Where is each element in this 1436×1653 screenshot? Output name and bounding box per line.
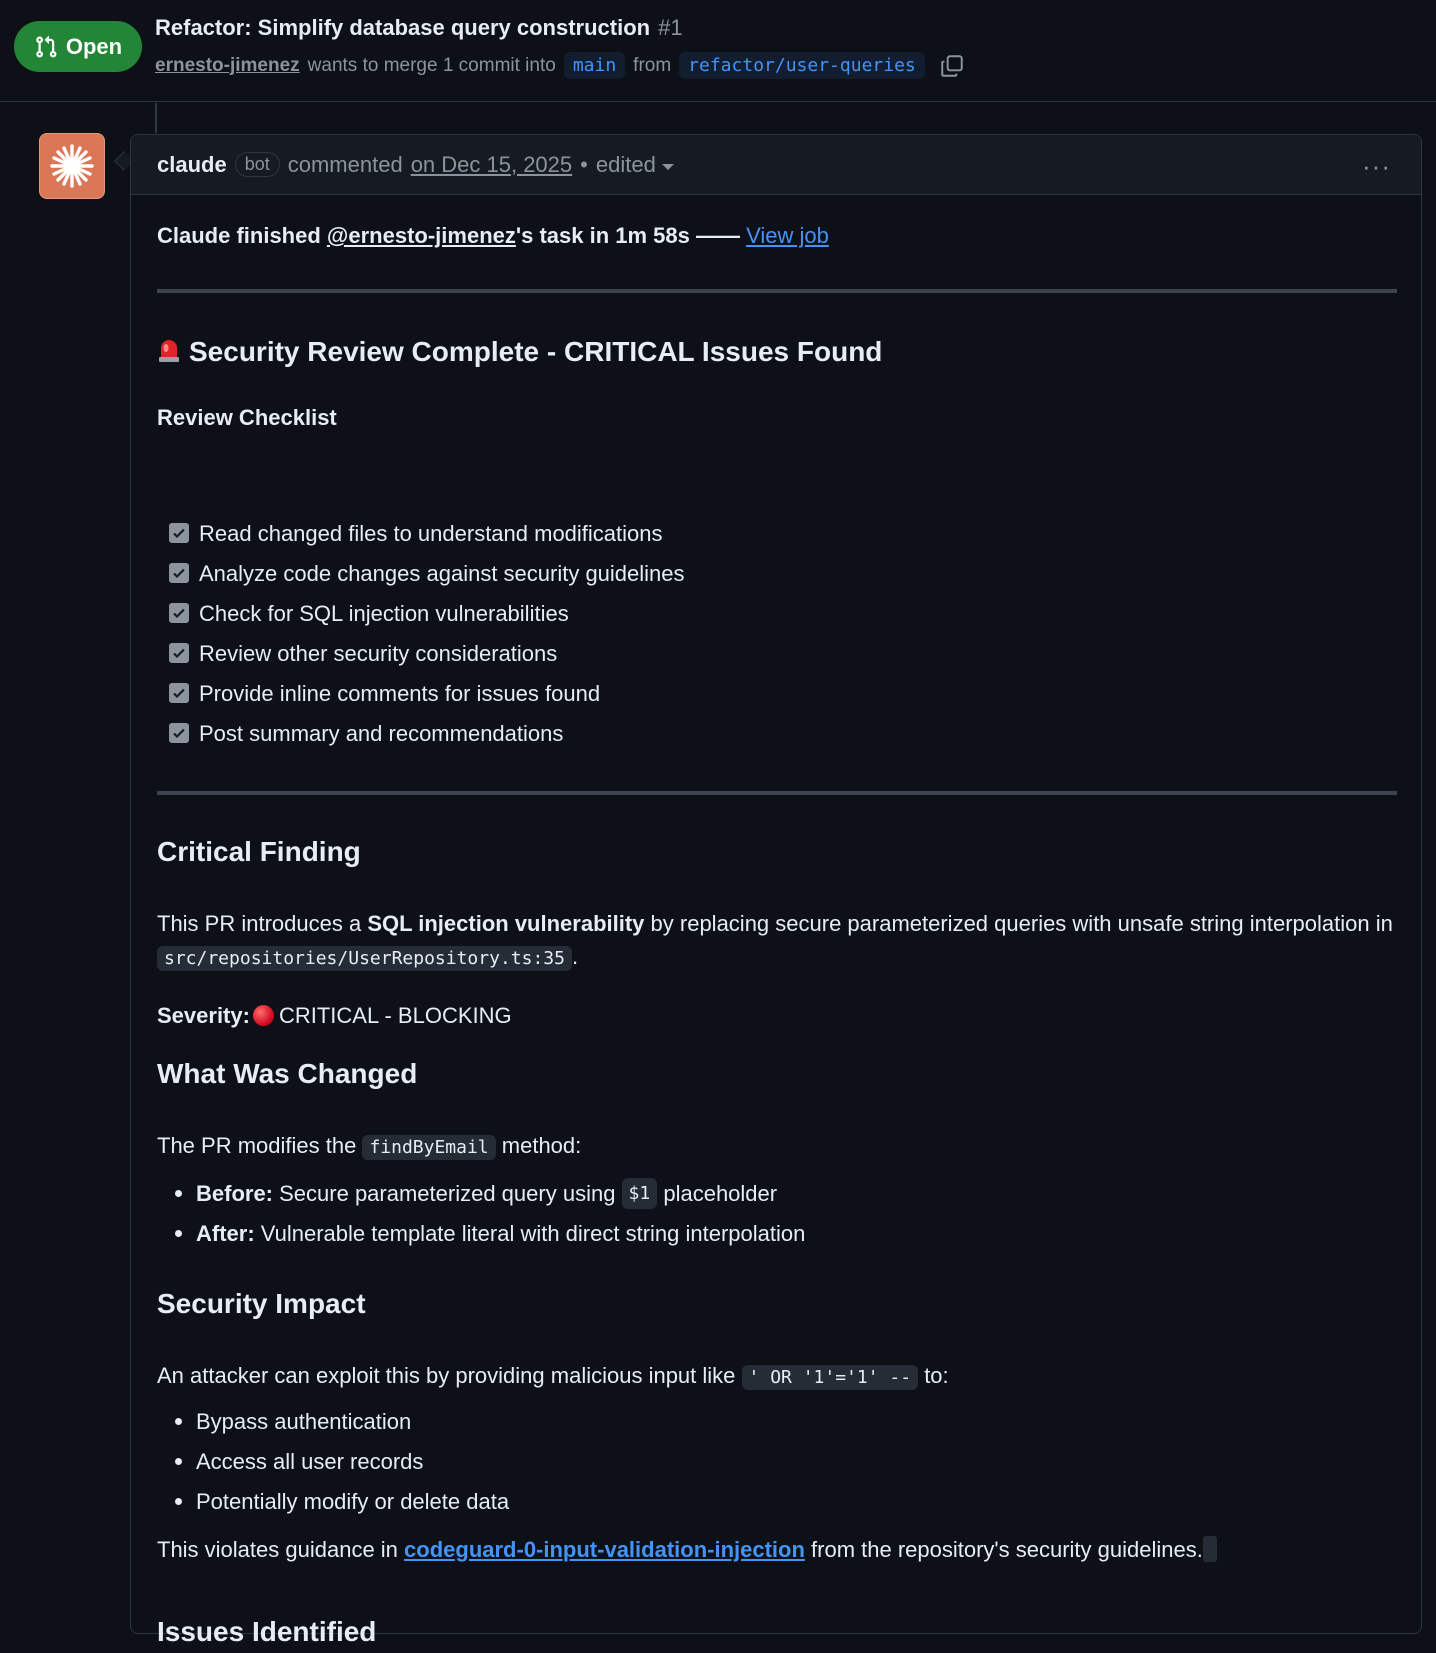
text-span: The PR modifies the bbox=[157, 1133, 363, 1158]
user-mention-link[interactable]: @ernesto-jimenez bbox=[326, 223, 516, 248]
task-status-line bbox=[157, 219, 829, 252]
divider bbox=[157, 791, 1397, 795]
severity-label: Severity: bbox=[157, 1003, 250, 1028]
bold-text: SQL injection vulnerability bbox=[367, 911, 645, 936]
what-changed-paragraph bbox=[157, 1129, 1397, 1164]
security-impact-heading: Security Impact bbox=[157, 1288, 366, 1319]
pr-meta bbox=[155, 52, 965, 79]
text-span: This violates guidance in bbox=[157, 1537, 405, 1562]
task-status-prefix: Claude finished bbox=[157, 223, 327, 248]
pr-number: #1 bbox=[658, 15, 683, 40]
checkbox-checked-icon bbox=[169, 723, 189, 743]
checklist-heading: Review Checklist bbox=[157, 405, 337, 430]
text-span: method: bbox=[495, 1133, 582, 1158]
text-span: This PR introduces a bbox=[157, 911, 368, 936]
checklist-item-label: Check for SQL injection vulnerabilities bbox=[199, 600, 569, 626]
what-changed-heading: What Was Changed bbox=[157, 1058, 418, 1089]
inline-code-method: findByEmail bbox=[362, 1135, 495, 1160]
edited-dropdown[interactable] bbox=[596, 152, 674, 178]
checklist-item-label: Analyze code changes against security guidelines bbox=[199, 560, 685, 586]
checklist-item bbox=[169, 513, 685, 553]
change-list bbox=[169, 1173, 805, 1253]
checklist-item-label: Read changed files to understand modifications bbox=[199, 520, 663, 546]
checklist-item-label: Provide inline comments for issues found bbox=[199, 680, 601, 706]
bold-text: After: bbox=[196, 1220, 255, 1246]
checklist-item bbox=[169, 553, 685, 593]
pr-author-link[interactable]: ernesto-jimenez bbox=[155, 54, 300, 76]
edited-label: edited bbox=[595, 151, 656, 177]
comment-date-link[interactable]: on Dec 15, 2025 bbox=[410, 151, 573, 177]
impact-list bbox=[169, 1401, 509, 1521]
pr-title bbox=[155, 15, 683, 41]
critical-finding-paragraph bbox=[157, 907, 1397, 975]
head-branch[interactable]: refactor/user-queries bbox=[679, 52, 925, 79]
guideline-link[interactable]: codeguard-0-input-validation-injection bbox=[404, 1537, 805, 1562]
git-pull-request-icon bbox=[34, 35, 58, 59]
pr-title-text: Refactor: Simplify database query construction bbox=[155, 15, 651, 40]
claude-starburst-icon bbox=[47, 141, 97, 191]
issues-identified-heading: Issues Identified bbox=[157, 1616, 377, 1647]
severity-line bbox=[157, 999, 1397, 1032]
chevron-down-icon bbox=[662, 164, 674, 170]
list-item bbox=[169, 1173, 805, 1213]
comment-author[interactable]: claude bbox=[157, 151, 227, 177]
checkbox-checked-icon bbox=[169, 603, 189, 623]
task-status-suffix: 's task in 1m 58s —— bbox=[515, 223, 747, 248]
checkbox-checked-icon bbox=[169, 683, 189, 703]
inline-code-placeholder: $1 bbox=[622, 1178, 658, 1209]
review-checklist bbox=[169, 513, 685, 753]
text-span: to: bbox=[918, 1363, 949, 1388]
checklist-item bbox=[169, 633, 685, 673]
pr-state-label: Open bbox=[65, 33, 123, 59]
base-branch[interactable]: main bbox=[564, 52, 625, 79]
list-item: Bypass authentication bbox=[169, 1401, 509, 1441]
text-span: from the repository's security guidelines. bbox=[804, 1537, 1203, 1562]
checkbox-checked-icon bbox=[169, 523, 189, 543]
checklist-item-label: Post summary and recommendations bbox=[199, 720, 564, 746]
list-item bbox=[169, 1213, 805, 1253]
cursor-block bbox=[1203, 1536, 1217, 1562]
security-impact-paragraph bbox=[157, 1359, 1397, 1394]
avatar[interactable] bbox=[39, 133, 105, 199]
bot-badge: bot bbox=[235, 152, 280, 177]
comment-separator: • bbox=[580, 151, 588, 177]
severity-value: CRITICAL - BLOCKING bbox=[278, 1003, 512, 1028]
comment-action: commented bbox=[287, 151, 403, 177]
checkbox-checked-icon bbox=[169, 643, 189, 663]
list-item: Potentially modify or delete data bbox=[169, 1481, 509, 1521]
checklist-item bbox=[169, 593, 685, 633]
comment-header bbox=[131, 135, 1421, 195]
critical-finding-heading: Critical Finding bbox=[157, 836, 361, 867]
pr-merge-text: wants to merge 1 commit into bbox=[307, 54, 556, 76]
checkbox-checked-icon bbox=[169, 563, 189, 583]
kebab-menu-button[interactable]: ··· bbox=[1362, 151, 1391, 181]
checklist-item-label: Review other security considerations bbox=[199, 640, 558, 666]
checklist-item bbox=[169, 673, 685, 713]
guideline-paragraph bbox=[157, 1533, 1397, 1566]
section-heading-main-text: Security Review Complete - CRITICAL Issues Found bbox=[189, 336, 883, 367]
text-span: Vulnerable template literal with direct string interpolation bbox=[254, 1220, 806, 1246]
bold-text: Before: bbox=[196, 1180, 274, 1206]
text-span: placeholder bbox=[657, 1180, 778, 1206]
red-circle-icon bbox=[253, 1005, 274, 1026]
text-span: by replacing secure parameterized queries with unsafe string interpolation in bbox=[644, 911, 1393, 936]
pr-header bbox=[0, 0, 1436, 102]
inline-code-payload: ' OR '1'='1' -- bbox=[742, 1365, 919, 1390]
timeline-line bbox=[155, 103, 157, 133]
text-span: . bbox=[571, 944, 579, 969]
copy-icon[interactable] bbox=[939, 53, 965, 79]
section-heading-main bbox=[157, 331, 882, 373]
list-item: Access all user records bbox=[169, 1441, 509, 1481]
siren-icon bbox=[157, 337, 181, 363]
text-span: An attacker can exploit this by providing malicious input like bbox=[157, 1363, 742, 1388]
comment-box bbox=[130, 134, 1422, 1647]
text-span: Secure parameterized query using bbox=[273, 1180, 622, 1206]
divider bbox=[157, 289, 1397, 293]
pr-from-text: from bbox=[633, 54, 672, 76]
inline-code-file-path: src/repositories/UserRepository.ts:35 bbox=[157, 946, 572, 971]
view-job-link[interactable]: View job bbox=[746, 223, 829, 248]
pr-state-badge bbox=[14, 21, 142, 72]
checklist-item bbox=[169, 713, 685, 753]
